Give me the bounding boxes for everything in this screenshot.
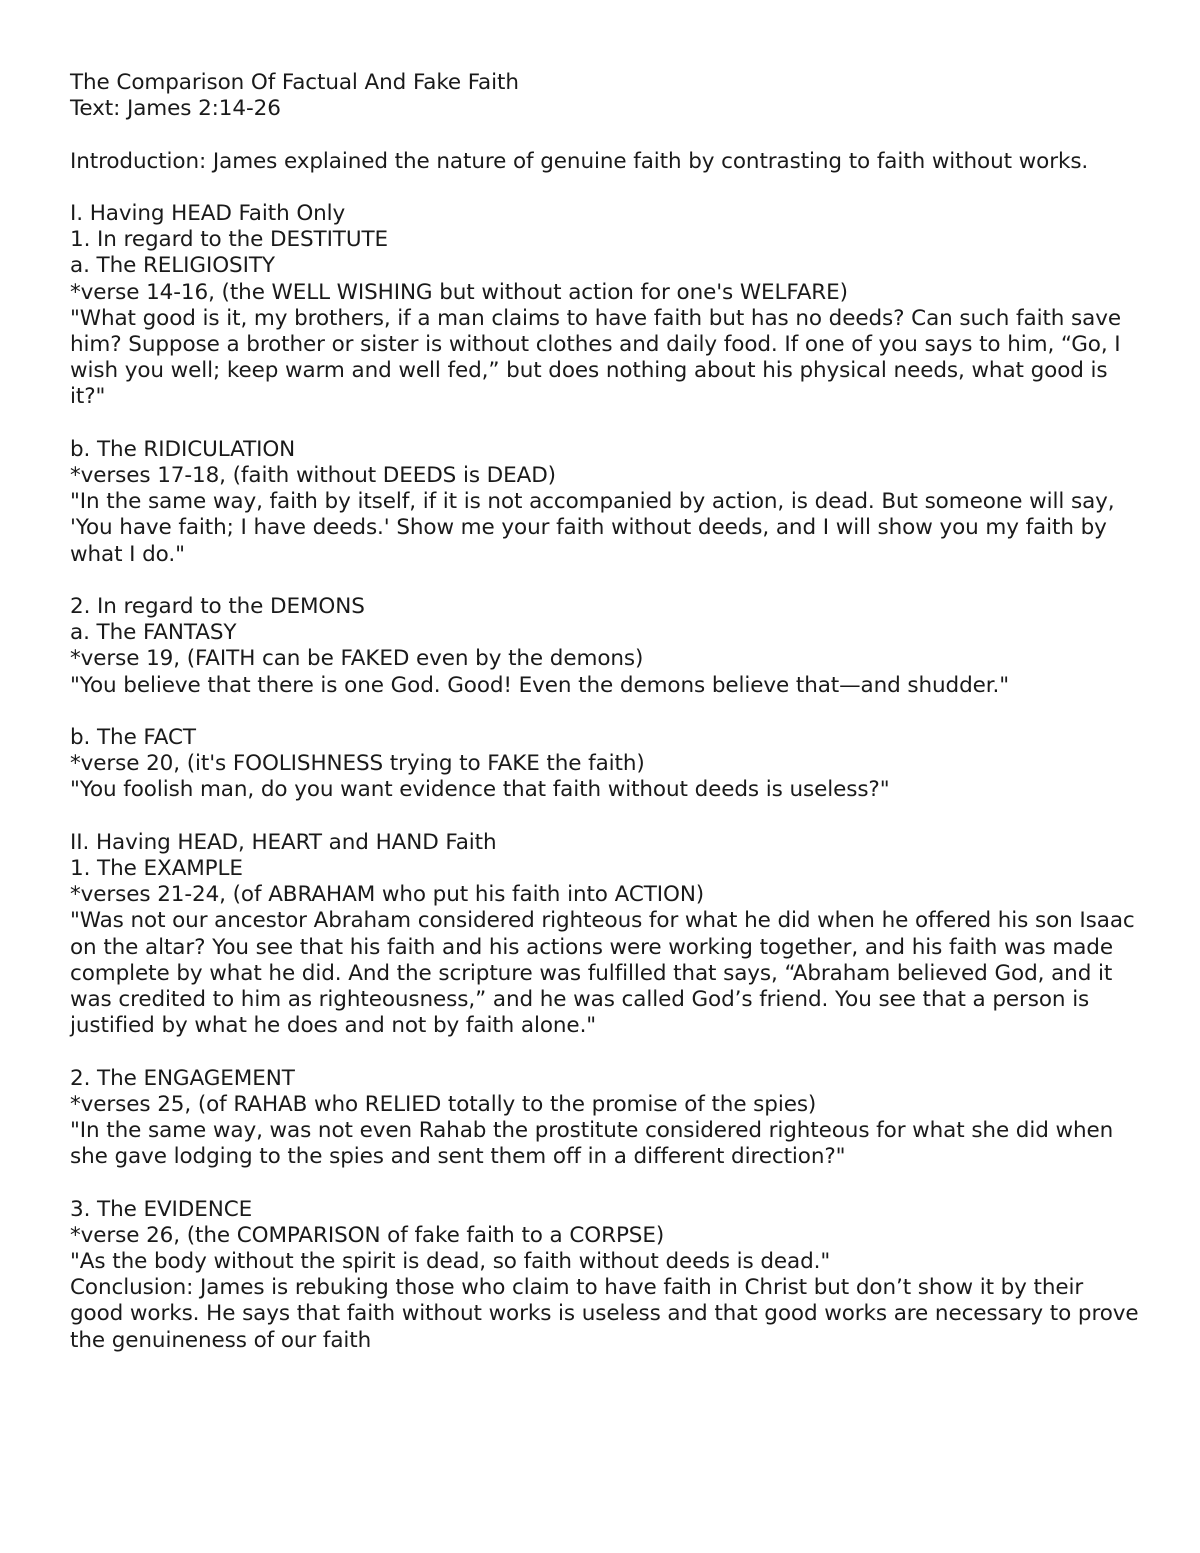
- document-title: The Comparison Of Factual And Fake Faith: [70, 70, 519, 95]
- section-1-heading: I. Having HEAD Faith Only: [70, 200, 346, 226]
- spacer: [70, 175, 1140, 201]
- section-1-point-2b-quote: "You foolish man, do you want evidence that faith without deeds is useless?": [70, 777, 890, 803]
- section-2-point-2-verse: *verses 25, (of RAHAB who RELIED totally to the promise of the spies): [70, 1091, 817, 1117]
- section-1-point-2b-heading: b. The FACT: [70, 725, 196, 750]
- section-1-point-2a-heading: a. The FANTASY: [70, 620, 237, 646]
- section-2-point-1-verse: *verses 21-24, (of ABRAHAM who put his faith into ACTION): [70, 882, 705, 908]
- section-2-point-3-quote: "As the body without the spirit is dead, so faith without deeds is dead.": [70, 1249, 831, 1275]
- section-1-point-1a-quote: "What good is it, my brothers, if a man claims to have faith but has no deeds? Can such faith save him? Suppose a brother or sister is without clothes and daily food. If one of you says to him, “Go, I wish you well; keep warm and well fed,” but does nothing about his physical needs, what good is it?": [70, 305, 1121, 410]
- section-2-heading: II. Having HEAD, HEART and HAND Faith: [70, 829, 497, 855]
- section-2-point-3-heading: 3. The EVIDENCE: [70, 1196, 253, 1222]
- spacer: [70, 804, 1140, 830]
- text-reference: Text: James 2:14-26: [70, 96, 281, 122]
- section-2-point-2-quote: "In the same way, was not even Rahab the prostitute considered righteous for what she did when she gave lodging to the spies and sent them off in a different direction?": [70, 1118, 1114, 1170]
- section-1-point-1b-heading: b. The RIDICULATION: [70, 436, 296, 462]
- section-1-point-1b-verse: *verses 17-18, (faith without DEEDS is DEAD): [70, 463, 556, 488]
- section-2-point-1-heading: 1. The EXAMPLE: [70, 856, 243, 881]
- section-2-point-2-heading: 2. The ENGAGEMENT: [70, 1065, 295, 1091]
- introduction: Introduction: James explained the nature of genuine faith by contrasting to faith without works.: [70, 148, 1089, 174]
- section-1-point-1a-heading: a. The RELIGIOSITY: [70, 253, 275, 279]
- spacer: [70, 699, 1140, 725]
- spacer: [70, 568, 1140, 594]
- section-2-point-3-verse: *verse 26, (the COMPARISON of fake faith to a CORPSE): [70, 1222, 665, 1248]
- spacer: [70, 1170, 1140, 1196]
- section-1-point-2-heading: 2. In regard to the DEMONS: [70, 594, 365, 619]
- section-2-point-1-quote: "Was not our ancestor Abraham considered righteous for what he did when he offered his son Isaac on the altar? You see that his faith and his actions were working together, and his faith was made complete by what he did. And the scripture was fulfilled that says, “Abraham believed God, and it was credited to him as righteousness,” and he was called God’s friend. You see that a person is justified by what he does and not by faith alone.": [70, 908, 1135, 1039]
- document-page: [70, 70, 1140, 1354]
- section-1-point-2a-quote: "You believe that there is one God. Good! Even the demons believe that—and shudder.": [70, 672, 1010, 698]
- spacer: [70, 411, 1140, 437]
- section-1-point-1b-quote: "In the same way, faith by itself, if it is not accompanied by action, is dead. But someone will say, 'You have faith; I have deeds.' Show me your faith without deeds, and I will show you my faith by what I do.": [70, 489, 1115, 567]
- conclusion: Conclusion: James is rebuking those who claim to have faith in Christ but don’t show it by their good works. He says that faith without works is useless and that good works are necessary to prove the genuineness of our faith: [70, 1275, 1139, 1353]
- section-1-point-1-heading: 1. In regard to the DESTITUTE: [70, 227, 388, 253]
- section-1-point-2a-verse: *verse 19, (FAITH can be FAKED even by the demons): [70, 646, 644, 672]
- section-1-point-1a-verse: *verse 14-16, (the WELL WISHING but without action for one's WELFARE): [70, 279, 848, 305]
- spacer: [70, 1039, 1140, 1065]
- section-1-point-2b-verse: *verse 20, (it's FOOLISHNESS trying to FAKE the faith): [70, 751, 645, 777]
- spacer: [70, 122, 1140, 148]
